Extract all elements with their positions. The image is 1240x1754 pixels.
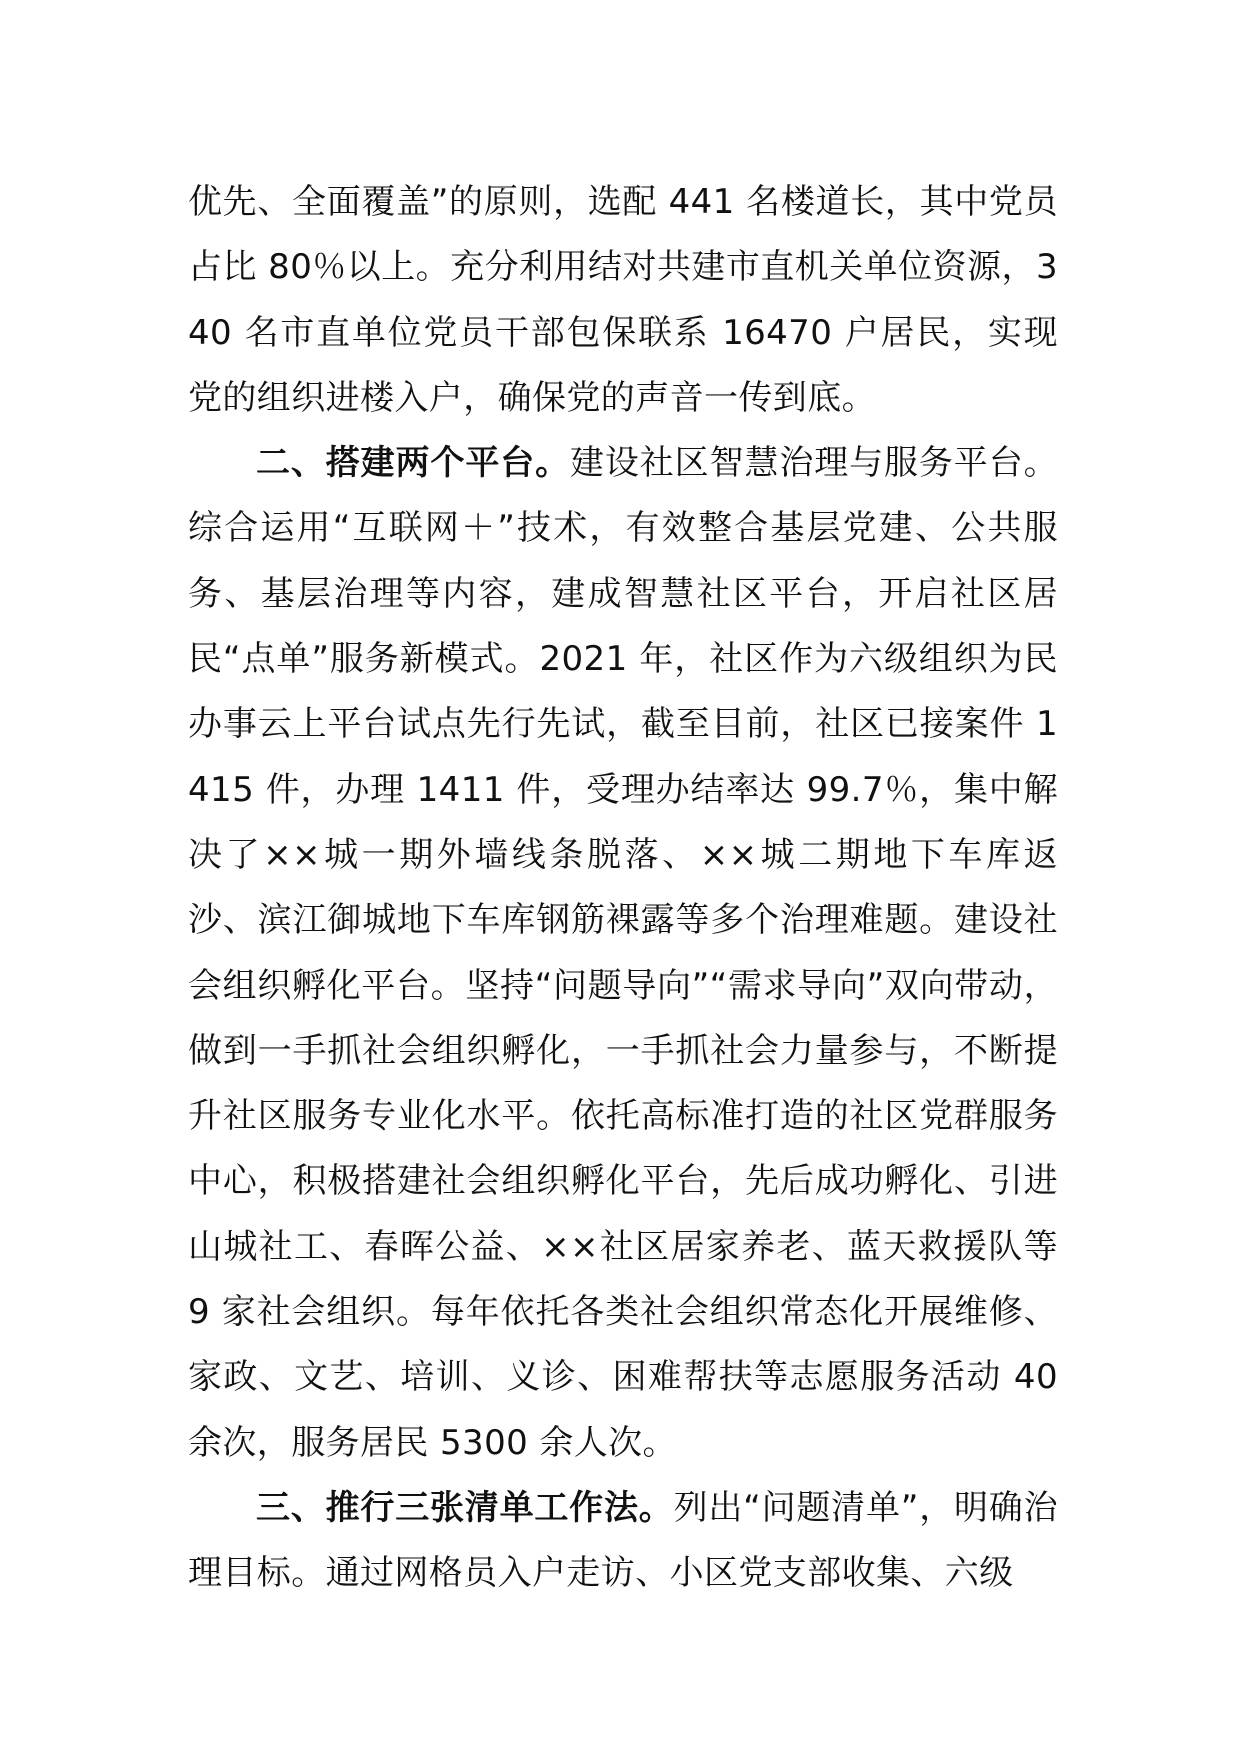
paragraph-text: 建设社区智慧治理与服务平台。综合运用“互联网＋”技术，有效整合基层党建、公共服务、基层治理等内容，建成智慧社区平台，开启社区居民“点单”服务新模式。2021 年，社区作为六级组织为民办事云上平台试点先行先试，截至目前，社区已接案件 1415 件，办理 1411 件，受理办结率达 99.7％，集中解决了××城一期外墙线条脱落、××城二期地下车库返沙、滨江御城地下车库钢筋裸露等多个治理难题。建设社会组织孵化平台。坚持“问题导向”“需求导向”双向带动，做到一手抓社会组织孵化，一手抓社会力量参与，不断提升社区服务专业化水平。依托高标准打造的社区党群服务中心，积极搭建社会组织孵化平台，先后成功孵化、引进山城社工、春晖公益、××社区居家养老、蓝天救援队等 9 家社会组织。每年依托各类社会组织常态化开展维修、家政、文艺、培训、义诊、困难帮扶等志愿服务活动 40 余次，服务居民 5300 余人次。 xyxy=(188,443,1058,1463)
section-heading: 二、搭建两个平台。 xyxy=(256,443,571,484)
paragraph-continuation xyxy=(188,170,1058,431)
paragraph-text: 列出“问题清单”，明确治理目标。通过网格员入户走访、小区党支部收集、六级 xyxy=(188,1487,1058,1594)
section-heading: 三、推行三张清单工作法。 xyxy=(256,1487,674,1528)
paragraph-text: 优先、全面覆盖”的原则，选配 441 名楼道长，其中党员占比 80％以上。充分利用结对共建市直机关单位资源，340 名市直单位党员干部包保联系 16470 户居民，实现党的组织进楼入户，确保党的声音一传到底。 xyxy=(188,182,1058,418)
paragraph-section-two xyxy=(188,431,1058,1476)
document-body xyxy=(188,170,1058,1607)
paragraph-section-three xyxy=(188,1476,1058,1607)
